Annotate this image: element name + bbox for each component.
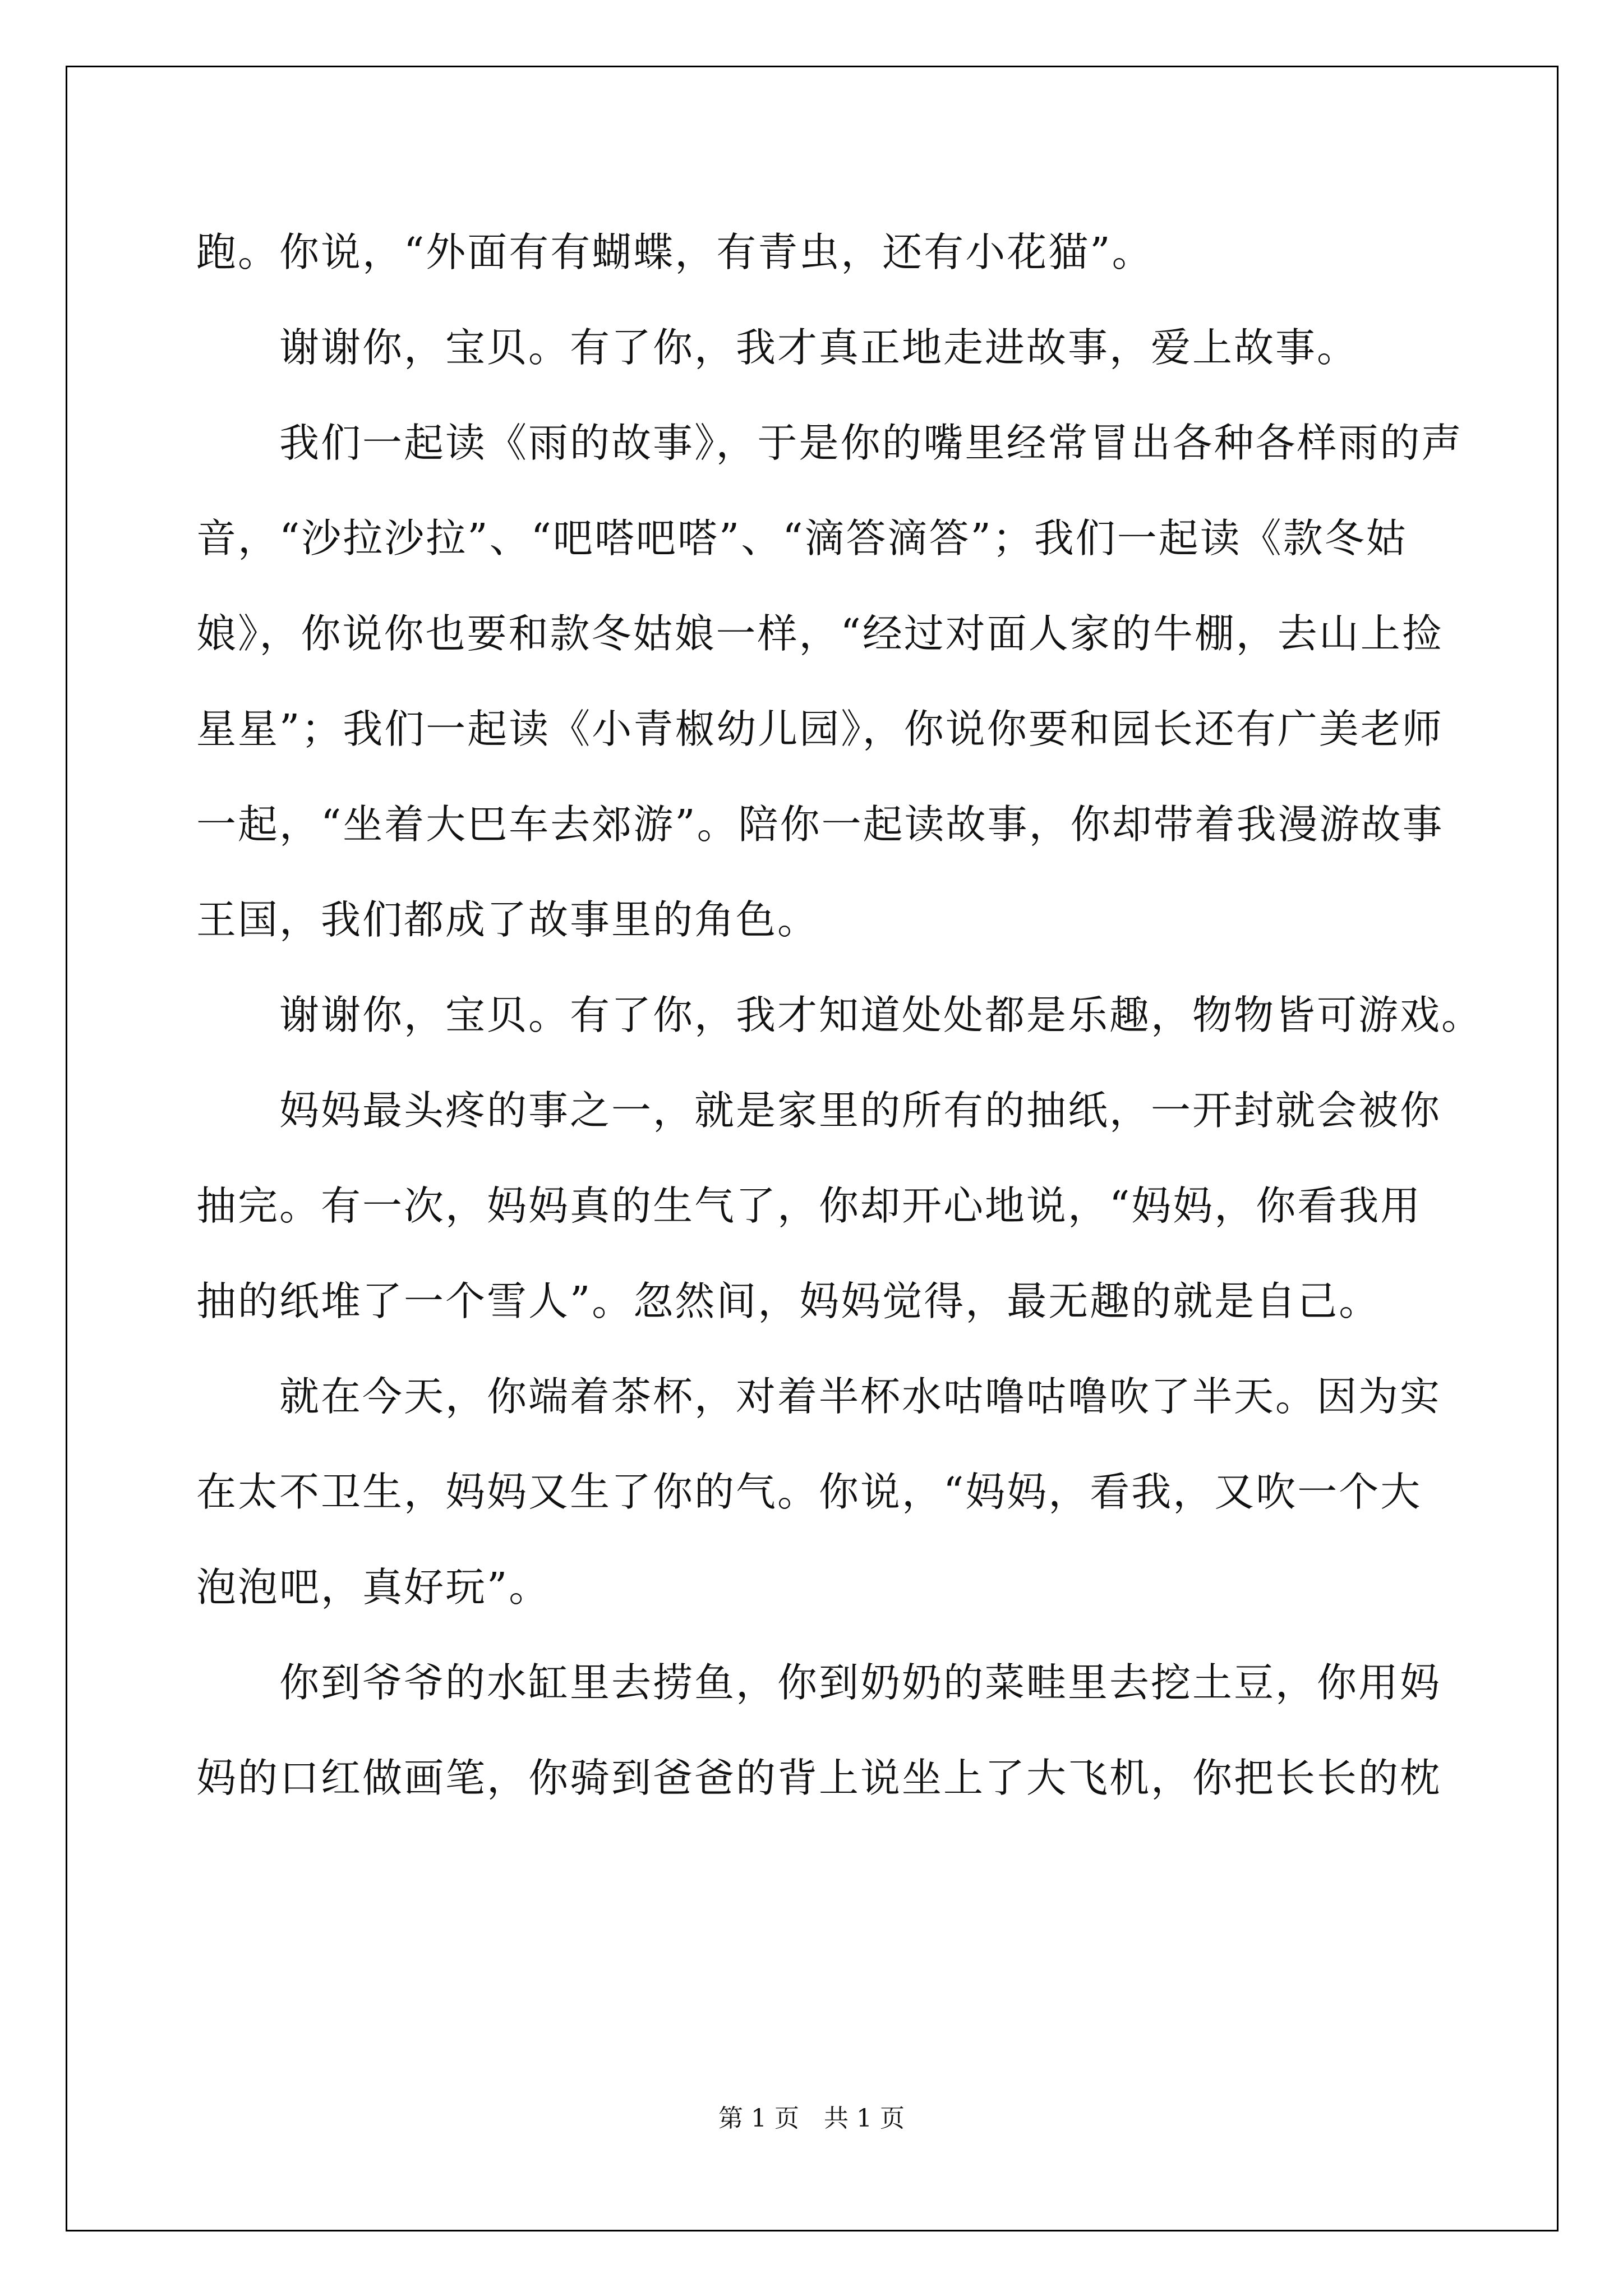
text-line-3: 我们一起读《雨的故事》，于是你的嘴里经常冒出各种各样雨的声 bbox=[279, 420, 1463, 466]
text-line-9: 谢谢你，宝贝。有了你，我才知道处处都是乐趣，物物皆可游戏。 bbox=[279, 992, 1483, 1038]
text-line-17: 妈的口红做画笔，你骑到爸爸的背上说坐上了大飞机，你把长长的枕 bbox=[196, 1755, 1442, 1801]
document-body bbox=[196, 205, 1483, 1826]
text-line-1: 跑。你说，“外面有有蝴蝶，有青虫，还有小花猫”。 bbox=[196, 229, 1154, 275]
text-line-16: 你到爷爷的水缸里去捞鱼，你到奶奶的菜畦里去挖土豆，你用妈 bbox=[279, 1659, 1442, 1706]
text-line-2: 谢谢你，宝贝。有了你，我才真正地走进故事，爱上故事。 bbox=[279, 324, 1359, 371]
text-line-6: 星星”；我们一起读《小青椒幼儿园》，你说你要和园长还有广美老师 bbox=[196, 706, 1444, 752]
page-number-footer: 第 1 页 共 1 页 bbox=[718, 2104, 905, 2133]
text-line-14: 在太不卫生，妈妈又生了你的气。你说，“妈妈，看我，又吹一个大 bbox=[196, 1469, 1422, 1515]
text-line-15: 泡泡吧，真好玩”。 bbox=[196, 1564, 551, 1611]
text-line-10: 妈妈最头疼的事之一，就是家里的所有的抽纸，一开封就会被你 bbox=[279, 1087, 1442, 1134]
text-line-12: 抽的纸堆了一个雪人”。忽然间，妈妈觉得，最无趣的就是自己。 bbox=[196, 1278, 1381, 1324]
text-line-7: 一起，“坐着大巴车去郊游”。陪你一起读故事，你却带着我漫游故事 bbox=[196, 801, 1444, 848]
text-line-8: 王国，我们都成了故事里的角色。 bbox=[196, 896, 819, 943]
text-line-13: 就在今天，你端着茶杯，对着半杯水咕噜咕噜吹了半天。因为实 bbox=[279, 1373, 1442, 1420]
text-line-4: 音，“沙拉沙拉”、“吧嗒吧嗒”、“滴答滴答”；我们一起读《款冬姑 bbox=[196, 515, 1408, 562]
text-line-5: 娘》，你说你也要和款冬姑娘一样，“经过对面人家的牛棚，去山上捡 bbox=[196, 610, 1444, 657]
text-line-11: 抽完。有一次，妈妈真的生气了，你却开心地说，“妈妈，你看我用 bbox=[196, 1182, 1422, 1229]
